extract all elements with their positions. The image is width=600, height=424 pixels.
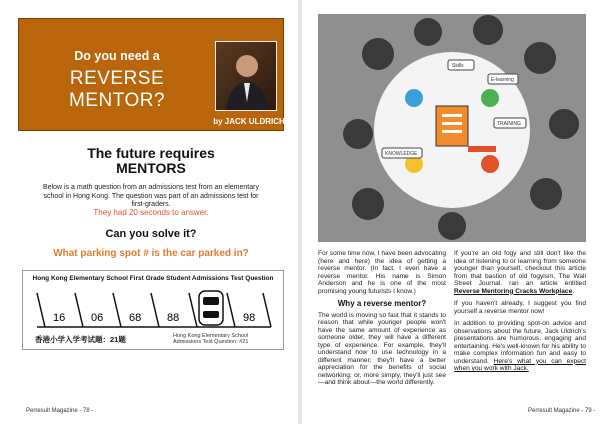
collaboration-illustration-icon	[318, 14, 586, 242]
hero-question: Do you need a	[74, 49, 160, 63]
section-heading	[18, 146, 284, 176]
intro-text: Below is a math question from an admissions test from an elementary school in Hong Kong. The question was part of an admissions test for first-graders.	[43, 184, 259, 208]
parking-question: What parking spot # is the car parked in?	[53, 248, 249, 259]
col2-paragraph-2: If you haven't already, I suggest you find yourself a reverse mentor now!	[454, 300, 586, 315]
col2-paragraph-3-text: In addition to providing spot-on advice and observations about the future, Jack Uldrich's presentations are humorous, engaging and entertaining. He's well-known for his ability to make complex information fun and easy to understand.	[454, 320, 586, 365]
test-question-image	[22, 270, 284, 350]
col1-paragraph-2: The world is moving so fast that it stands to reason that while younger people won't have the same amount of experience as someone older, they will have a different type of experience. For example, they'll understand how to use technology in a different manner; they'll have a better appreciation for the benefits of social networking; or, more simply, they'll just see—and think about—the world differently.	[318, 311, 446, 386]
left-page-footer: Perresult Magazine - 78 -	[26, 408, 94, 414]
col1-paragraph-1: For some time now, I have been advocating (here and here) the idea of getting a reverse mentor. (In fact, I even have a reverse mentor. His name is Simon Anderson and he is one of the most promising young futurists I know.)	[318, 250, 446, 295]
left-page	[0, 0, 298, 424]
col2-paragraph-1: If you're an old fogy and still don't like the idea of listening to or learning from someone younger than yourself, checkout this article from that bastion of old fogyism, The Wall Street Journal. ran an article entitled Reverse Mentoring Cracks Workplace.	[454, 250, 586, 295]
author-portrait-icon	[216, 42, 277, 111]
spot-label-6: 98	[243, 312, 256, 324]
parking-lot-diagram	[35, 289, 273, 329]
hero-title-line1: REVERSE	[69, 68, 165, 89]
col1-subheading: Why a reverse mentor?	[337, 299, 427, 308]
article-column-2	[454, 250, 586, 378]
hero-banner	[18, 18, 284, 131]
team-collaboration-photo	[318, 14, 586, 242]
heading-line2: MENTORS	[116, 160, 186, 176]
photo-label-training: TRAINING	[497, 121, 521, 127]
hero-title	[27, 68, 207, 112]
car-icon	[199, 291, 223, 325]
spot-label-3: 68	[129, 312, 142, 324]
solve-heading: Can you solve it?	[105, 228, 197, 240]
heading-line1: The future requires	[87, 145, 215, 161]
test-chinese-caption: 香港小学入学考试题：21题	[35, 335, 126, 344]
spot-label-4: 88	[167, 312, 180, 324]
right-page	[302, 0, 600, 424]
photo-label-skills: Skills	[452, 63, 464, 69]
hero-byline: by JACK ULDRICH	[213, 117, 285, 126]
spot-label-2: 06	[91, 312, 104, 324]
article-column-1	[318, 250, 446, 392]
right-page-footer: Perresult Magazine - 79 -	[528, 408, 596, 414]
spot-label-1: 16	[53, 312, 66, 324]
article-link[interactable]: Reverse Mentoring Cracks Workplace	[454, 287, 573, 295]
hero-title-line2: MENTOR?	[68, 90, 166, 111]
col2-paragraph-3	[454, 320, 586, 373]
work-with-jack-link[interactable]: Here's what you can expect when you work with Jack.	[454, 357, 586, 372]
intro-highlight: They had 20 seconds to answer.	[93, 208, 209, 217]
col2-paragraph-1-text: If you're an old fogy and still don't like the idea of listening to or learning from someone younger than yourself, checkout this article from that bastion of old fogyism, The Wall Street Journal. ran an article entitled	[454, 250, 586, 287]
photo-label-elearning: E-learning	[491, 77, 514, 83]
author-photo	[215, 41, 277, 111]
test-title: Hong Kong Elementary School First Grade Student Admissions Test Question	[32, 275, 274, 282]
photo-label-knowledge: KNOWLEDGE	[385, 151, 418, 157]
test-english-caption: Hong Kong Elementary School Admissions Test Question: #21	[173, 333, 249, 345]
